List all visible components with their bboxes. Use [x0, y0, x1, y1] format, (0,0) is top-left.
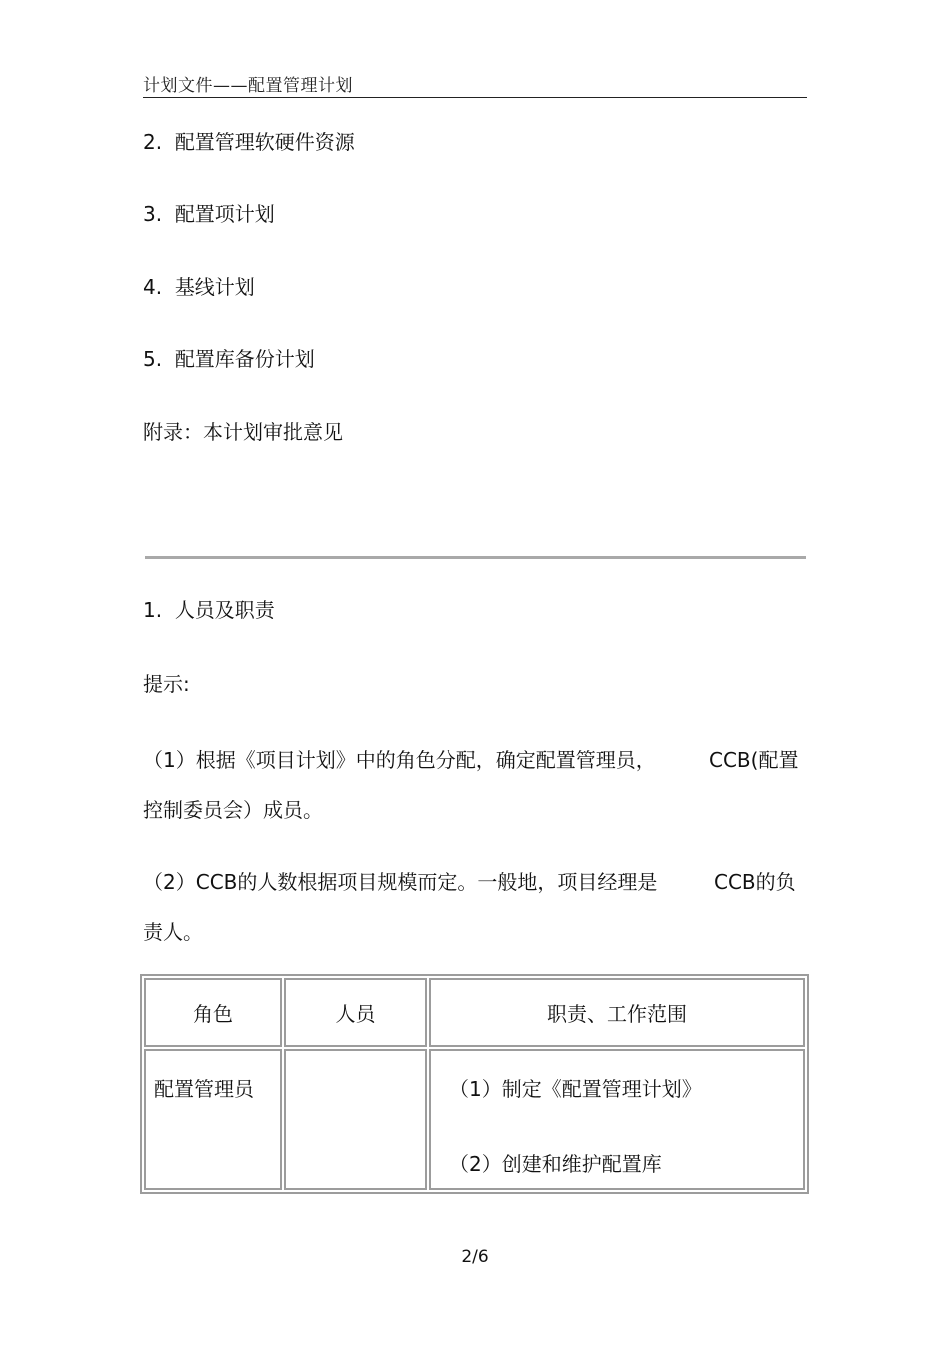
role-text: 配置管理员: [154, 1077, 254, 1101]
header-role: 角色: [144, 978, 282, 1047]
page-header-title: 计划文件——配置管理计划: [143, 76, 353, 96]
header-person: 人员: [284, 978, 427, 1047]
toc-item: [143, 130, 355, 154]
toc-item: [143, 202, 275, 226]
toc-item: [143, 275, 255, 299]
cell-role: [144, 1049, 282, 1190]
section-divider: [145, 556, 806, 559]
hint-2-line-2: 责人。: [143, 920, 203, 944]
section-title: 人员及职责: [174, 598, 275, 622]
header-rule: [143, 97, 807, 98]
cell-duty: [429, 1049, 805, 1190]
hint-2-line-1: （2）CCB的人数根据项目规模而定。一般地，项目经理是: [143, 870, 658, 894]
roles-table: [140, 974, 809, 1194]
duty-item: （2）创建和维护配置库: [449, 1152, 662, 1176]
hint-1-line-1-tail: CCB(配置: [709, 748, 799, 772]
toc-item-text: 配置项计划: [174, 202, 275, 226]
appendix-line: 附录：本计划审批意见: [143, 420, 343, 444]
duty-item: （1）制定《配置管理计划》: [449, 1077, 702, 1101]
hint-1-line-1: （1）根据《项目计划》中的角色分配，确定配置管理员，: [143, 748, 656, 772]
hint-label: 提示:: [143, 672, 190, 696]
cell-person: [284, 1049, 427, 1190]
toc-item-number: 5.: [143, 347, 163, 371]
table-row: [144, 1049, 805, 1190]
hint-2-line-1-tail: CCB的负: [714, 870, 796, 894]
toc-item-text: 基线计划: [174, 275, 255, 299]
toc-item: [143, 347, 315, 371]
toc-item-number: 3.: [143, 202, 163, 226]
toc-item-number: 2.: [143, 130, 163, 154]
toc-item-text: 配置管理软硬件资源: [174, 130, 355, 154]
header-duty: 职责、工作范围: [429, 978, 805, 1047]
toc-item-number: 4.: [143, 275, 163, 299]
hint-1-line-2: 控制委员会）成员。: [143, 798, 323, 822]
table-header-row: [144, 978, 805, 1047]
page-number: 2/6: [461, 1247, 489, 1267]
toc-item-text: 配置库备份计划: [174, 347, 315, 371]
section-number: 1.: [143, 598, 163, 622]
section-heading: [143, 598, 275, 622]
